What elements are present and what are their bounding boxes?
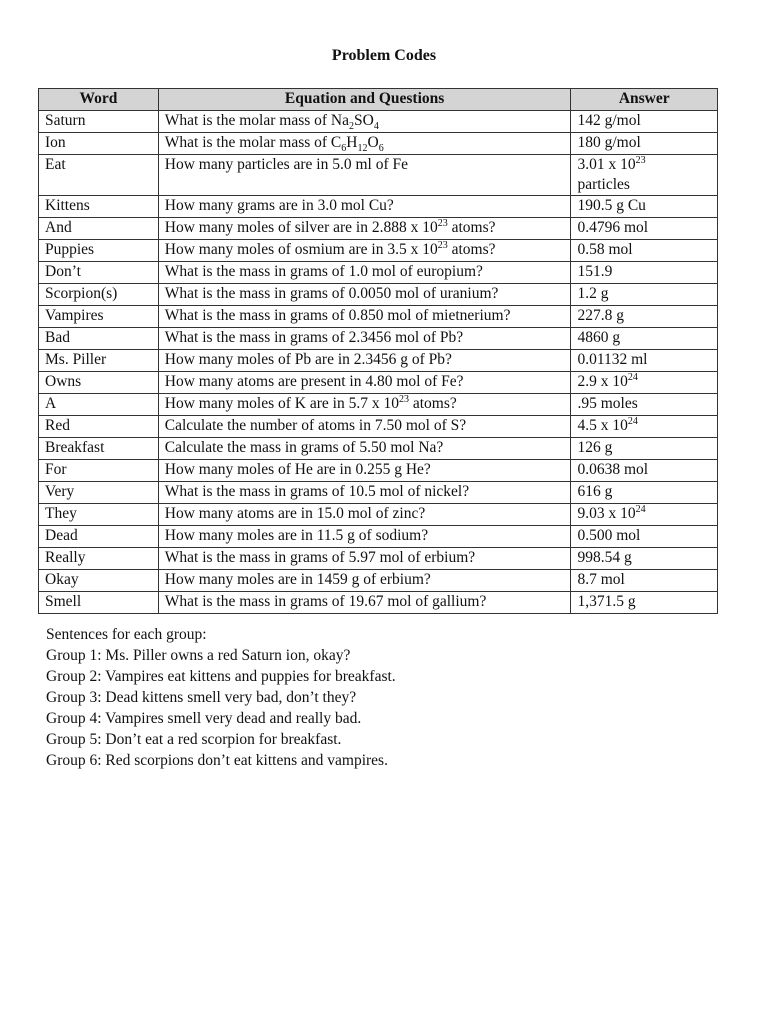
word-text: Bad xyxy=(45,329,70,346)
table-row xyxy=(39,240,718,262)
answer-cell xyxy=(571,262,718,284)
answer-text: 126 g xyxy=(577,439,613,456)
table-row xyxy=(39,284,718,306)
group-sentence: Group 5: Don’t eat a red scorpion for breakfast. xyxy=(46,731,342,748)
word-text: Eat xyxy=(45,156,66,173)
answer-text: 4.5 x 10 xyxy=(577,417,628,434)
word-cell xyxy=(39,504,159,526)
group-sentence: Group 6: Red scorpions don’t eat kittens and vampires. xyxy=(46,752,388,769)
question-cell xyxy=(158,570,571,592)
answer-cell xyxy=(571,350,718,372)
question-cell xyxy=(158,482,571,504)
sentences-heading: Sentences for each group: xyxy=(46,626,207,643)
word-cell xyxy=(39,460,159,482)
answer-cell xyxy=(571,504,718,526)
word-cell xyxy=(39,438,159,460)
question-cell xyxy=(158,526,571,548)
answer-text: 1.2 g xyxy=(577,285,609,302)
word-text: Breakfast xyxy=(45,439,105,456)
answer-text: 1,371.5 g xyxy=(577,593,636,610)
word-cell xyxy=(39,548,159,570)
formula-part: O xyxy=(367,134,379,151)
question-text: What is the mass in grams of 0.850 mol of mietnerium? xyxy=(164,307,511,324)
answer-cell xyxy=(571,240,718,262)
answer-cell xyxy=(571,196,718,218)
answer-cell xyxy=(571,284,718,306)
question-text: What is the mass in grams of 1.0 mol of europium? xyxy=(164,263,483,280)
formula-part: SO xyxy=(354,112,374,129)
word-text: A xyxy=(45,395,57,412)
formula-subscript: 4 xyxy=(373,121,379,133)
word-text: Kittens xyxy=(45,197,90,214)
question-text: What is the mass in grams of 2.3456 mol of Pb? xyxy=(164,329,464,346)
answer-cell xyxy=(571,218,718,240)
answer-cell xyxy=(571,111,718,133)
exponent: 23 xyxy=(437,217,448,229)
question-text: How many moles of silver are in 2.888 x 10 xyxy=(164,219,438,236)
answer-cell xyxy=(571,416,718,438)
question-cell xyxy=(158,328,571,350)
word-cell xyxy=(39,482,159,504)
question-text: How many moles of K are in 5.7 x 10 xyxy=(164,395,399,412)
question-text: What is the mass in grams of 10.5 mol of nickel? xyxy=(164,483,470,500)
question-cell xyxy=(158,460,571,482)
question-cell xyxy=(158,548,571,570)
question-text: Calculate the number of atoms in 7.50 mol of S? xyxy=(164,417,467,434)
formula-part: H xyxy=(346,134,358,151)
question-cell xyxy=(158,133,571,155)
header-word: Word xyxy=(39,89,159,111)
table-row xyxy=(39,350,718,372)
exponent: 23 xyxy=(635,154,646,166)
answer-cell xyxy=(571,133,718,155)
answer-cell xyxy=(571,526,718,548)
word-text: And xyxy=(45,219,72,236)
word-text: Vampires xyxy=(45,307,104,324)
question-text: What is the molar mass of Na xyxy=(164,112,350,129)
answer-text: 227.8 g xyxy=(577,307,624,324)
question-text: How many moles are in 1459 g of erbium? xyxy=(164,571,431,588)
word-text: Don’t xyxy=(45,263,81,280)
answer-text: 9.03 x 10 xyxy=(577,505,636,522)
answer-text: 998.54 g xyxy=(577,549,632,566)
answer-text: 3.01 x 10 xyxy=(577,156,636,173)
formula-subscript: 6 xyxy=(341,143,347,155)
table-row xyxy=(39,482,718,504)
answer-cell xyxy=(571,570,718,592)
answer-cell xyxy=(571,592,718,614)
word-cell xyxy=(39,592,159,614)
answer-text: 0.01132 ml xyxy=(577,351,648,368)
question-text: How many atoms are present in 4.80 mol of Fe? xyxy=(164,373,464,390)
word-text: Saturn xyxy=(45,112,86,129)
word-text: Ms. Piller xyxy=(45,351,107,368)
sentences-block xyxy=(46,624,396,771)
formula-subscript: 12 xyxy=(357,143,368,155)
question-cell xyxy=(158,504,571,526)
question-cell xyxy=(158,438,571,460)
table-row xyxy=(39,372,718,394)
header-question: Equation and Questions xyxy=(158,89,571,111)
table-row xyxy=(39,504,718,526)
word-text: Really xyxy=(45,549,86,566)
answer-text: 0.0638 mol xyxy=(577,461,649,478)
question-tail: atoms? xyxy=(447,241,496,258)
answer-cell xyxy=(571,328,718,350)
answer-unit: particles xyxy=(577,176,630,193)
answer-cell xyxy=(571,155,718,196)
group-sentence: Group 3: Dead kittens smell very bad, don’t they? xyxy=(46,689,357,706)
word-text: Smell xyxy=(45,593,82,610)
question-text: How many moles of Pb are in 2.3456 g of Pb? xyxy=(164,351,452,368)
word-text: Very xyxy=(45,483,75,500)
answer-text: 151.9 xyxy=(577,263,613,280)
answer-cell xyxy=(571,306,718,328)
exponent: 24 xyxy=(627,371,638,383)
answer-text: 4860 g xyxy=(577,329,621,346)
group-sentence: Group 1: Ms. Piller owns a red Saturn ion, okay? xyxy=(46,647,351,664)
table-row xyxy=(39,262,718,284)
question-text: Calculate the mass in grams of 5.50 mol Na? xyxy=(164,439,444,456)
formula-subscript: 2 xyxy=(349,121,355,133)
word-cell xyxy=(39,372,159,394)
question-cell xyxy=(158,306,571,328)
question-text: What is the molar mass of C xyxy=(164,134,342,151)
table-row xyxy=(39,394,718,416)
table-row xyxy=(39,526,718,548)
answer-cell xyxy=(571,548,718,570)
answer-text: 616 g xyxy=(577,483,613,500)
word-cell xyxy=(39,196,159,218)
question-cell xyxy=(158,218,571,240)
page-title: Problem Codes xyxy=(331,47,437,64)
word-text: Okay xyxy=(45,571,79,588)
question-text: How many particles are in 5.0 ml of Fe xyxy=(164,156,408,173)
word-cell xyxy=(39,350,159,372)
question-text: How many grams are in 3.0 mol Cu? xyxy=(164,197,394,214)
word-text: Dead xyxy=(45,527,78,544)
answer-cell xyxy=(571,372,718,394)
exponent: 24 xyxy=(635,503,646,515)
answer-text: 180 g/mol xyxy=(577,134,641,151)
question-cell xyxy=(158,262,571,284)
exponent: 23 xyxy=(398,393,409,405)
question-text: How many moles of osmium are in 3.5 x 10 xyxy=(164,241,438,258)
word-cell xyxy=(39,328,159,350)
formula-subscript: 6 xyxy=(378,143,384,155)
header-answer: Answer xyxy=(571,89,718,111)
word-text: Scorpion(s) xyxy=(45,285,118,302)
word-cell xyxy=(39,218,159,240)
table-row xyxy=(39,592,718,614)
word-text: They xyxy=(45,505,77,522)
word-cell xyxy=(39,284,159,306)
question-tail: atoms? xyxy=(447,219,496,236)
table-row xyxy=(39,328,718,350)
word-text: For xyxy=(45,461,67,478)
word-text: Ion xyxy=(45,134,66,151)
word-text: Owns xyxy=(45,373,82,390)
table-row xyxy=(39,460,718,482)
table-row xyxy=(39,196,718,218)
answer-text: 0.4796 mol xyxy=(577,219,649,236)
table-row xyxy=(39,155,718,196)
answer-text: 0.500 mol xyxy=(577,527,641,544)
table-row xyxy=(39,438,718,460)
question-cell xyxy=(158,196,571,218)
question-cell xyxy=(158,240,571,262)
word-cell xyxy=(39,394,159,416)
group-sentence: Group 4: Vampires smell very dead and really bad. xyxy=(46,710,362,727)
question-cell xyxy=(158,284,571,306)
question-cell xyxy=(158,111,571,133)
answer-text: 0.58 mol xyxy=(577,241,633,258)
group-sentence: Group 2: Vampires eat kittens and puppies for breakfast. xyxy=(46,668,396,685)
question-text: What is the mass in grams of 19.67 mol of gallium? xyxy=(164,593,487,610)
question-cell xyxy=(158,416,571,438)
question-cell xyxy=(158,155,571,196)
table-row xyxy=(39,218,718,240)
question-cell xyxy=(158,372,571,394)
answer-text: 142 g/mol xyxy=(577,112,641,129)
exponent: 23 xyxy=(437,239,448,251)
question-text: How many moles are in 11.5 g of sodium? xyxy=(164,527,429,544)
word-cell xyxy=(39,570,159,592)
question-text: What is the mass in grams of 0.0050 mol of uranium? xyxy=(164,285,499,302)
word-cell xyxy=(39,416,159,438)
word-cell xyxy=(39,262,159,284)
word-cell xyxy=(39,306,159,328)
question-text: How many atoms are in 15.0 mol of zinc? xyxy=(164,505,426,522)
question-text: What is the mass in grams of 5.97 mol of erbium? xyxy=(164,549,476,566)
table-row xyxy=(39,416,718,438)
exponent: 24 xyxy=(627,415,638,427)
answer-text: 190.5 g Cu xyxy=(577,197,646,214)
table-row xyxy=(39,111,718,133)
answer-cell xyxy=(571,482,718,504)
question-cell xyxy=(158,592,571,614)
answer-text: 2.9 x 10 xyxy=(577,373,628,390)
answer-cell xyxy=(571,438,718,460)
table-row xyxy=(39,570,718,592)
word-cell xyxy=(39,155,159,196)
word-cell xyxy=(39,133,159,155)
word-text: Puppies xyxy=(45,241,95,258)
answer-cell xyxy=(571,460,718,482)
table-header-row xyxy=(39,89,718,111)
question-cell xyxy=(158,350,571,372)
question-text: How many moles of He are in 0.255 g He? xyxy=(164,461,431,478)
problem-codes-table xyxy=(38,88,718,614)
question-tail: atoms? xyxy=(408,395,457,412)
word-cell xyxy=(39,111,159,133)
word-cell xyxy=(39,526,159,548)
answer-cell xyxy=(571,394,718,416)
answer-text: 8.7 mol xyxy=(577,571,625,588)
table-row xyxy=(39,548,718,570)
table-row xyxy=(39,306,718,328)
answer-text: .95 moles xyxy=(577,395,638,412)
word-cell xyxy=(39,240,159,262)
question-cell xyxy=(158,394,571,416)
table-row xyxy=(39,133,718,155)
word-text: Red xyxy=(45,417,70,434)
